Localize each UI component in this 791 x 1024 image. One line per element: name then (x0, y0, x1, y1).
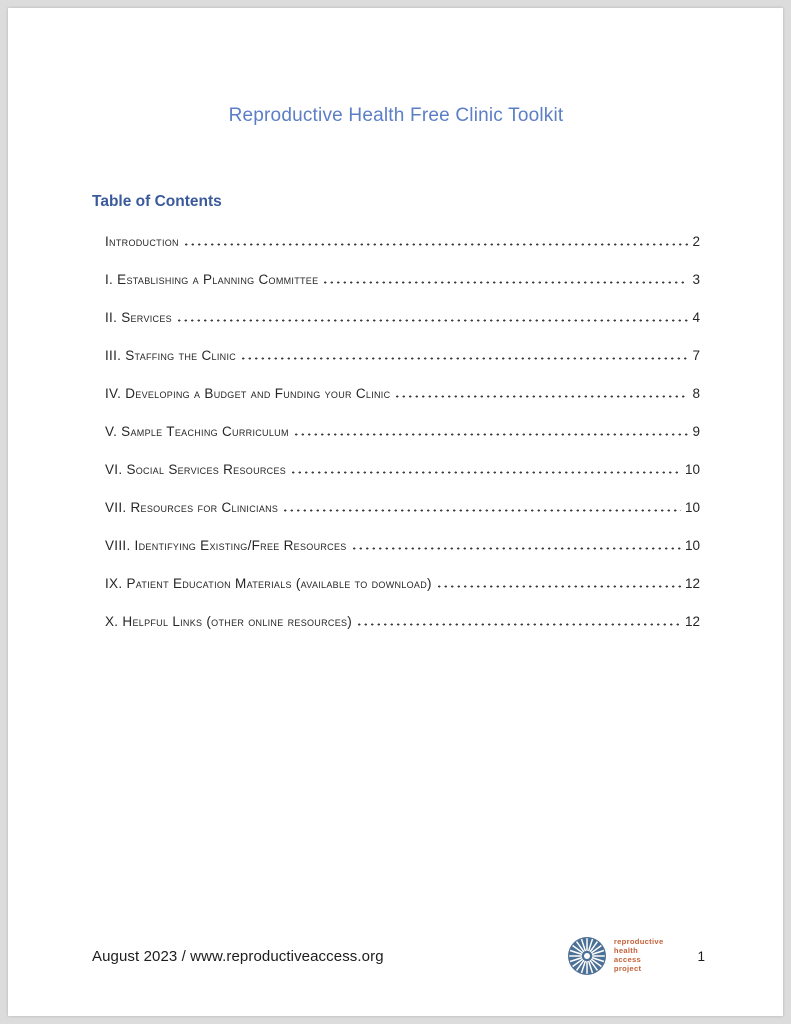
toc-entry-services[interactable] (92, 287, 700, 325)
toc-entry-page-number: 9 (692, 424, 700, 439)
toc-entry-label: III. Staffing the Clinic (105, 348, 237, 363)
toc-entry-page-number: 4 (692, 310, 700, 325)
dot-leader (176, 318, 689, 322)
dot-leader (322, 280, 688, 284)
toc-entry-page-number: 3 (692, 272, 700, 287)
toc-entry-label: IX. Patient Education Materials (available to download) (105, 576, 432, 591)
toc-entry-page-number: 10 (684, 500, 700, 515)
toc-entry-staffing[interactable] (92, 325, 700, 363)
toc-entry-label: Introduction (105, 234, 179, 249)
toc-entry-page-number: 8 (692, 386, 700, 401)
dot-leader (290, 470, 681, 474)
toc-entry-label: VI. Social Services Resources (105, 462, 287, 477)
toc-entry-page-number: 12 (684, 614, 700, 629)
logo-word: access (613, 955, 642, 964)
toc-entry-page-number: 2 (692, 234, 700, 249)
logo-word: health (613, 946, 639, 956)
toc-entry-patient-education[interactable] (92, 553, 700, 591)
dot-leader (436, 584, 681, 588)
toc-entry-helpful-links[interactable] (92, 591, 700, 629)
toc-entry-page-number: 10 (684, 538, 700, 553)
dot-leader (356, 622, 681, 626)
page-content (92, 8, 700, 629)
toc-entry-label: VII. Resources for Clinicians (105, 500, 279, 515)
toc-entry-page-number: 7 (692, 348, 700, 363)
rhap-starburst-icon (567, 936, 607, 976)
page-number: 1 (697, 948, 705, 964)
logo-word: reproductive (613, 937, 664, 947)
logo-word: project (613, 963, 642, 973)
toc-entry-budget-funding[interactable] (92, 363, 700, 401)
page-footer (92, 932, 705, 980)
rhap-logo (567, 936, 664, 976)
dot-leader (240, 356, 688, 360)
document-page (8, 8, 783, 1016)
toc-entry-introduction[interactable] (92, 211, 700, 249)
toc-entry-label: V. Sample Teaching Curriculum (105, 424, 289, 439)
rhap-logo-wordmark (614, 938, 664, 973)
document-title: Reproductive Health Free Clinic Toolkit (228, 105, 564, 126)
toc-entry-label: VIII. Identifying Existing/Free Resources (105, 538, 347, 553)
toc-entry-page-number: 10 (684, 462, 700, 477)
dot-leader (351, 546, 681, 550)
toc-heading: Table of Contents (92, 193, 222, 210)
toc-entry-label: IV. Developing a Budget and Funding your Clinic (105, 386, 391, 401)
dot-leader (293, 432, 689, 436)
dot-leader (183, 242, 689, 246)
toc-entry-label: II. Services (105, 310, 172, 325)
toc-entry-existing-free-resources[interactable] (92, 515, 700, 553)
toc-entry-page-number: 12 (684, 576, 700, 591)
toc-entry-teaching-curriculum[interactable] (92, 401, 700, 439)
table-of-contents (92, 211, 700, 629)
toc-entry-label: I. Establishing a Planning Committee (105, 272, 319, 287)
toc-entry-social-services[interactable] (92, 439, 700, 477)
dot-leader (282, 508, 681, 512)
footer-date-url: August 2023 / www.reproductiveaccess.org (92, 947, 384, 965)
dot-leader (394, 394, 688, 398)
toc-entry-clinician-resources[interactable] (92, 477, 700, 515)
toc-entry-label: X. Helpful Links (other online resources) (105, 614, 353, 629)
toc-entry-planning-committee[interactable] (92, 249, 700, 287)
